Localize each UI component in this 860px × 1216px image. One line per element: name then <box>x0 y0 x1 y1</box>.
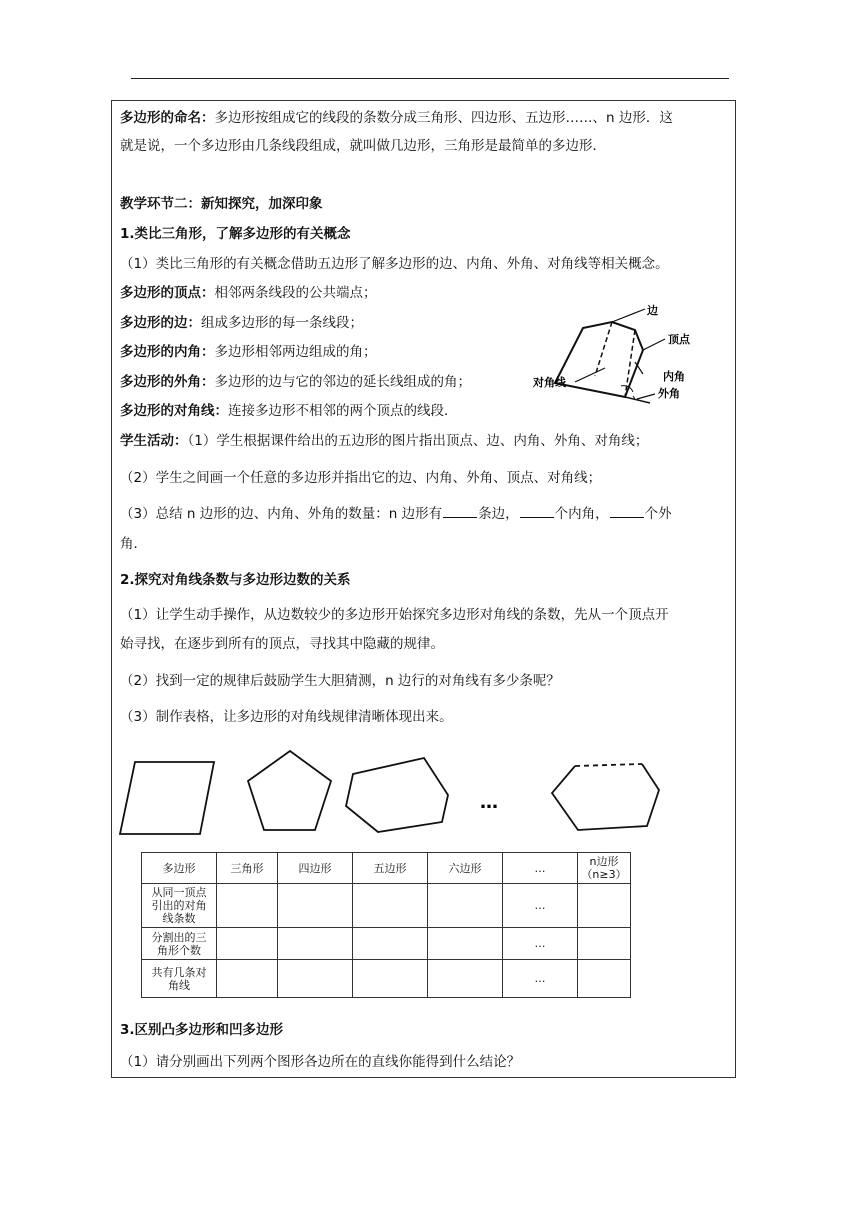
table-header: 六边形 <box>428 853 503 884</box>
def-term: 多边形的对角线： <box>120 403 228 419</box>
def-term: 多边形的顶点： <box>120 285 215 301</box>
ellipsis: … <box>480 792 498 813</box>
row-label-line: 引出的对角 <box>151 899 207 912</box>
def-text: 多边形相邻两边组成的角； <box>214 344 377 360</box>
hexagon-shape <box>346 758 448 832</box>
activity3-b: 条边， <box>478 506 519 522</box>
def-vertex <box>120 283 377 303</box>
vertex-pointer <box>643 339 665 350</box>
blank[interactable] <box>520 504 554 518</box>
activity-term: 学生活动： <box>120 433 188 449</box>
diagonal-table <box>141 852 631 998</box>
sub2-p3: （3）制作表格，让多边形的对角线规律清晰体现出来。 <box>120 709 453 725</box>
activity-text: （1）学生根据课件给出的五边形的图片指出顶点、边、内角、外角、对角线； <box>187 433 649 449</box>
table-header: 三角形 <box>217 853 278 884</box>
sub1-title: 1.类比三角形，了解多边形的有关概念 <box>120 226 351 242</box>
table-header: 四边形 <box>278 853 353 884</box>
table-cell[interactable] <box>353 960 428 998</box>
activity-3 <box>120 504 672 524</box>
section2-title: 教学环节二：新知探究，加深印象 <box>120 196 323 212</box>
table-cell[interactable] <box>428 928 503 960</box>
sub2-p1: （1）让学生动手操作，从边数较少的多边形开始探究多边形对角线的条数，先从一个顶点开 <box>120 607 669 623</box>
activity3-d: 个外 <box>644 506 672 522</box>
table-cell-ellipsis: … <box>503 960 578 998</box>
activity3-a: （3）总结 n 边形的边、内角、外角的数量：n 边形有 <box>120 506 443 522</box>
pentagon-shape <box>248 751 331 830</box>
label-exterior: 外角 <box>658 387 680 400</box>
activity-2: （2）学生之间画一个任意的多边形并指出它的边、内角、外角、顶点、对角线； <box>120 470 602 486</box>
table-row <box>142 928 631 960</box>
def-text: 连接多边形不相邻的两个顶点的线段． <box>228 403 458 419</box>
sub2-p1-cont: 始寻找，在逐步到所有的顶点，寻找其中隐藏的规律。 <box>120 636 444 652</box>
def-term: 多边形的外角： <box>120 374 215 390</box>
table-row <box>142 884 631 928</box>
sub2-p2: （2）找到一定的规律后鼓励学生大胆猜测，n 边行的对角线有多少条呢？ <box>120 673 560 689</box>
quadrilateral-shape <box>120 762 214 834</box>
edge-pointer <box>612 309 645 322</box>
label-edge: 边 <box>647 304 658 317</box>
table-header: 五边形 <box>353 853 428 884</box>
label-interior: 内角 <box>663 370 685 383</box>
table-cell[interactable] <box>353 884 428 928</box>
extension-line <box>625 397 650 403</box>
table-header: … <box>503 853 578 884</box>
activity-3-cont: 角． <box>120 536 147 552</box>
diagonal-dashed <box>625 330 635 397</box>
row-label <box>142 928 217 960</box>
header-rule <box>131 78 729 79</box>
exterior-pointer <box>637 394 655 399</box>
label-vertex: 顶点 <box>668 333 690 346</box>
blank[interactable] <box>443 504 477 518</box>
naming-paragraph-cont: 就是说，一个多边形由几条线段组成，就叫做几边形，三角形是最简单的多边形． <box>120 138 606 154</box>
table-cell[interactable] <box>578 884 631 928</box>
label-diagonal: 对角线 <box>533 376 566 389</box>
table-header: 多边形 <box>142 853 217 884</box>
def-term: 多边形的内角： <box>120 344 215 360</box>
table-cell[interactable] <box>217 960 278 998</box>
row-label-line: 角线 <box>168 978 190 992</box>
table-cell[interactable] <box>217 928 278 960</box>
row-label-line: 分割出的三 <box>151 930 207 944</box>
naming-paragraph <box>120 108 673 128</box>
diagonal-pointer <box>575 368 605 382</box>
row-label-line: 角形个数 <box>157 943 201 957</box>
table-header: n边形（n≥3） <box>578 853 631 884</box>
table-cell[interactable] <box>278 960 353 998</box>
table-cell[interactable] <box>278 884 353 928</box>
pentagon-shape <box>555 322 643 397</box>
activity3-c: 个内角， <box>554 506 609 522</box>
table-cell-ellipsis: … <box>503 884 578 928</box>
n-gon-shape <box>552 764 659 830</box>
def-text: 组成多边形的每一条线段； <box>201 315 363 331</box>
table-cell[interactable] <box>428 884 503 928</box>
n-gon-dashed-edge <box>575 764 642 766</box>
table-header-row <box>142 853 631 884</box>
def-edge <box>120 313 363 333</box>
table-cell-ellipsis: … <box>503 928 578 960</box>
activity-1 <box>120 431 648 451</box>
table-cell[interactable] <box>578 928 631 960</box>
sub3-title: 3.区别凸多边形和凹多边形 <box>120 1022 284 1038</box>
sub2-title: 2.探究对角线条数与多边形边数的关系 <box>120 572 351 588</box>
table-row <box>142 960 631 998</box>
table-cell[interactable] <box>428 960 503 998</box>
def-interior-angle <box>120 342 377 362</box>
pentagon-concept-figure <box>525 300 725 410</box>
table-cell[interactable] <box>353 928 428 960</box>
def-exterior-angle <box>120 372 471 392</box>
def-text: 多边形的边与它的邻边的延长线组成的角； <box>214 374 471 390</box>
blank[interactable] <box>610 504 644 518</box>
row-label-line: 共有几条对 <box>151 965 207 979</box>
naming-term: 多边形的命名： <box>120 110 215 126</box>
polygon-sequence-figure <box>110 746 670 836</box>
row-label <box>142 884 217 928</box>
def-text: 相邻两条线段的公共端点； <box>214 285 377 301</box>
def-term: 多边形的边： <box>120 315 201 331</box>
row-label <box>142 960 217 998</box>
sub3-p1: （1）请分别画出下列两个图形各边所在的直线你能得到什么结论？ <box>120 1054 521 1070</box>
def-diagonal <box>120 401 458 421</box>
table-cell[interactable] <box>578 960 631 998</box>
row-label-line: 从同一顶点 <box>151 886 207 899</box>
diagonal-dashed <box>595 322 612 376</box>
table-cell[interactable] <box>278 928 353 960</box>
naming-text: 多边形按组成它的线段的条数分成三角形、四边形、五边形……、n 边形．这 <box>214 110 673 126</box>
row-label-line: 线条数 <box>162 912 196 925</box>
sub1-p1: （1）类比三角形的有关概念借助五边形了解多边形的边、内角、外角、对角线等相关概念。 <box>120 256 669 272</box>
table-cell[interactable] <box>217 884 278 928</box>
